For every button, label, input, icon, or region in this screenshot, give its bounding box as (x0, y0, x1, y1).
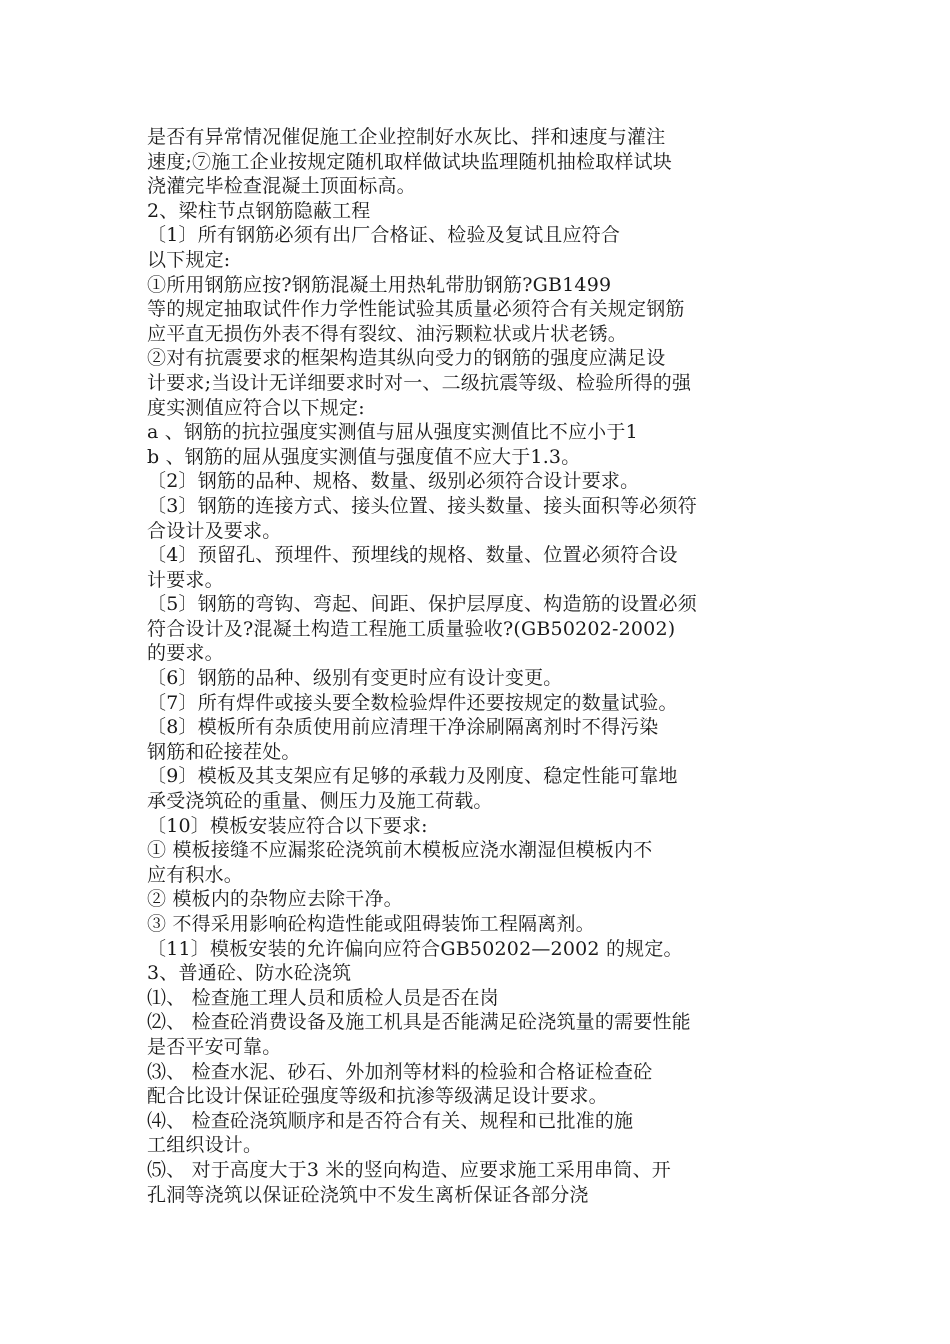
text-line: ⑵、 检查砼消费设备及施工机具是否能满足砼浇筑量的需要性能 (147, 1011, 691, 1034)
text-line: 〔4〕预留孔、预埋件、预埋线的规格、数量、位置必须符合设 (147, 544, 678, 567)
text-line: 〔2〕钢筋的品种、规格、数量、级别必须符合设计要求。 (147, 470, 640, 493)
text-line: 承受浇筑砼的重量、侧压力及施工荷载。 (147, 790, 493, 813)
text-line: ⑴、 检查施工理人员和质检人员是否在岗 (147, 986, 499, 1009)
section-heading: 2、梁柱节点钢筋隐蔽工程 (147, 199, 371, 222)
text-line: 浇灌完毕检查混凝土顶面标高。 (147, 175, 416, 198)
text-line: 钢筋和砼接茬处。 (147, 740, 301, 763)
text-line: ① 模板接缝不应漏浆砼浇筑前木模板应浇水潮湿但模板内不 (147, 839, 653, 862)
text-line: 〔7〕所有焊件或接头要全数检验焊件还要按规定的数量试验。 (147, 691, 678, 714)
text-line: 〔5〕钢筋的弯钩、弯起、间距、保护层厚度、构造筋的设置必须 (147, 593, 697, 616)
text-line: 计要求。 (147, 568, 224, 591)
text-line: 〔3〕钢筋的连接方式、接头位置、接头数量、接头面积等必须符 (147, 494, 697, 517)
text-line: 〔1〕所有钢筋必须有出厂合格证、检验及复试且应符合 (147, 224, 621, 247)
text-line: 计要求;当设计无详细要求时对一、二级抗震等级、检验所得的强 (147, 371, 692, 394)
text-line: 应平直无损伤外表不得有裂纹、油污颗粒状或片状老锈。 (147, 322, 628, 345)
text-line: 度实测值应符合以下规定: (147, 396, 365, 419)
text-line: ③ 不得采用影响砼构造性能或阻碍装饰工程隔离剂。 (147, 913, 595, 935)
text-line: 〔10〕模板安装应符合以下要求: (147, 814, 428, 837)
text-line: 工组织设计。 (147, 1134, 263, 1157)
text-line: ⑶、 检查水泥、砂石、外加剂等材料的检验和合格证检查砼 (147, 1060, 653, 1083)
section-heading: 3、普通砼、防水砼浇筑 (147, 962, 352, 985)
text-line: 配合比设计保证砼强度等级和抗渗等级满足设计要求。 (147, 1085, 608, 1108)
text-line: 符合设计及?混凝土构造工程施工质量验收?(GB50202-2002) (147, 617, 676, 640)
text-line: 是否有异常情况催促施工企业控制好水灰比、拌和速度与灌注 (147, 126, 666, 148)
text-line: a 、钢筋的抗拉强度实测值与屈从强度实测值比不应小于1 (147, 421, 638, 444)
text-line: 〔11〕模板安装的允许偏向应符合GB50202—2002 的规定。 (147, 937, 683, 960)
text-line: ②对有抗震要求的框架构造其纵向受力的钢筋的强度应满足设 (147, 347, 666, 370)
text-line: 是否平安可靠。 (147, 1035, 282, 1058)
text-line: 以下规定: (147, 248, 231, 271)
text-line: b 、钢筋的屈从强度实测值与强度值不应大于1.3。 (147, 445, 581, 468)
text-line: 孔洞等浇筑以保证砼浇筑中不发生离析保证各部分浇 (147, 1183, 589, 1206)
text-line: ⑷、 检查砼浇筑顺序和是否符合有关、规程和已批准的施 (147, 1109, 634, 1132)
text-line: ② 模板内的杂物应去除干净。 (147, 888, 403, 911)
text-line: 〔6〕钢筋的品种、级别有变更时应有设计变更。 (147, 667, 563, 690)
text-line: 合设计及要求。 (147, 519, 282, 542)
text-line: 〔8〕模板所有杂质使用前应清理干净涂刷隔离剂时不得污染 (147, 716, 659, 739)
document-body (147, 125, 807, 1207)
text-line: ⑸、 对于高度大于3 米的竖向构造、应要求施工采用串筒、开 (147, 1158, 671, 1181)
text-line: 应有积水。 (147, 863, 244, 886)
text-line: 的要求。 (147, 642, 224, 665)
text-line: 等的规定抽取试件作力学性能试验其质量必须符合有关规定钢筋 (147, 298, 685, 321)
text-line: 速度;⑦施工企业按规定随机取样做试块监理随机抽检取样试块 (147, 150, 673, 173)
text-line: 〔9〕模板及其支架应有足够的承载力及刚度、稳定性能可靠地 (147, 765, 678, 788)
text-line: ①所用钢筋应按?钢筋混凝土用热轧带肋钢筋?GB1499 (147, 273, 612, 296)
